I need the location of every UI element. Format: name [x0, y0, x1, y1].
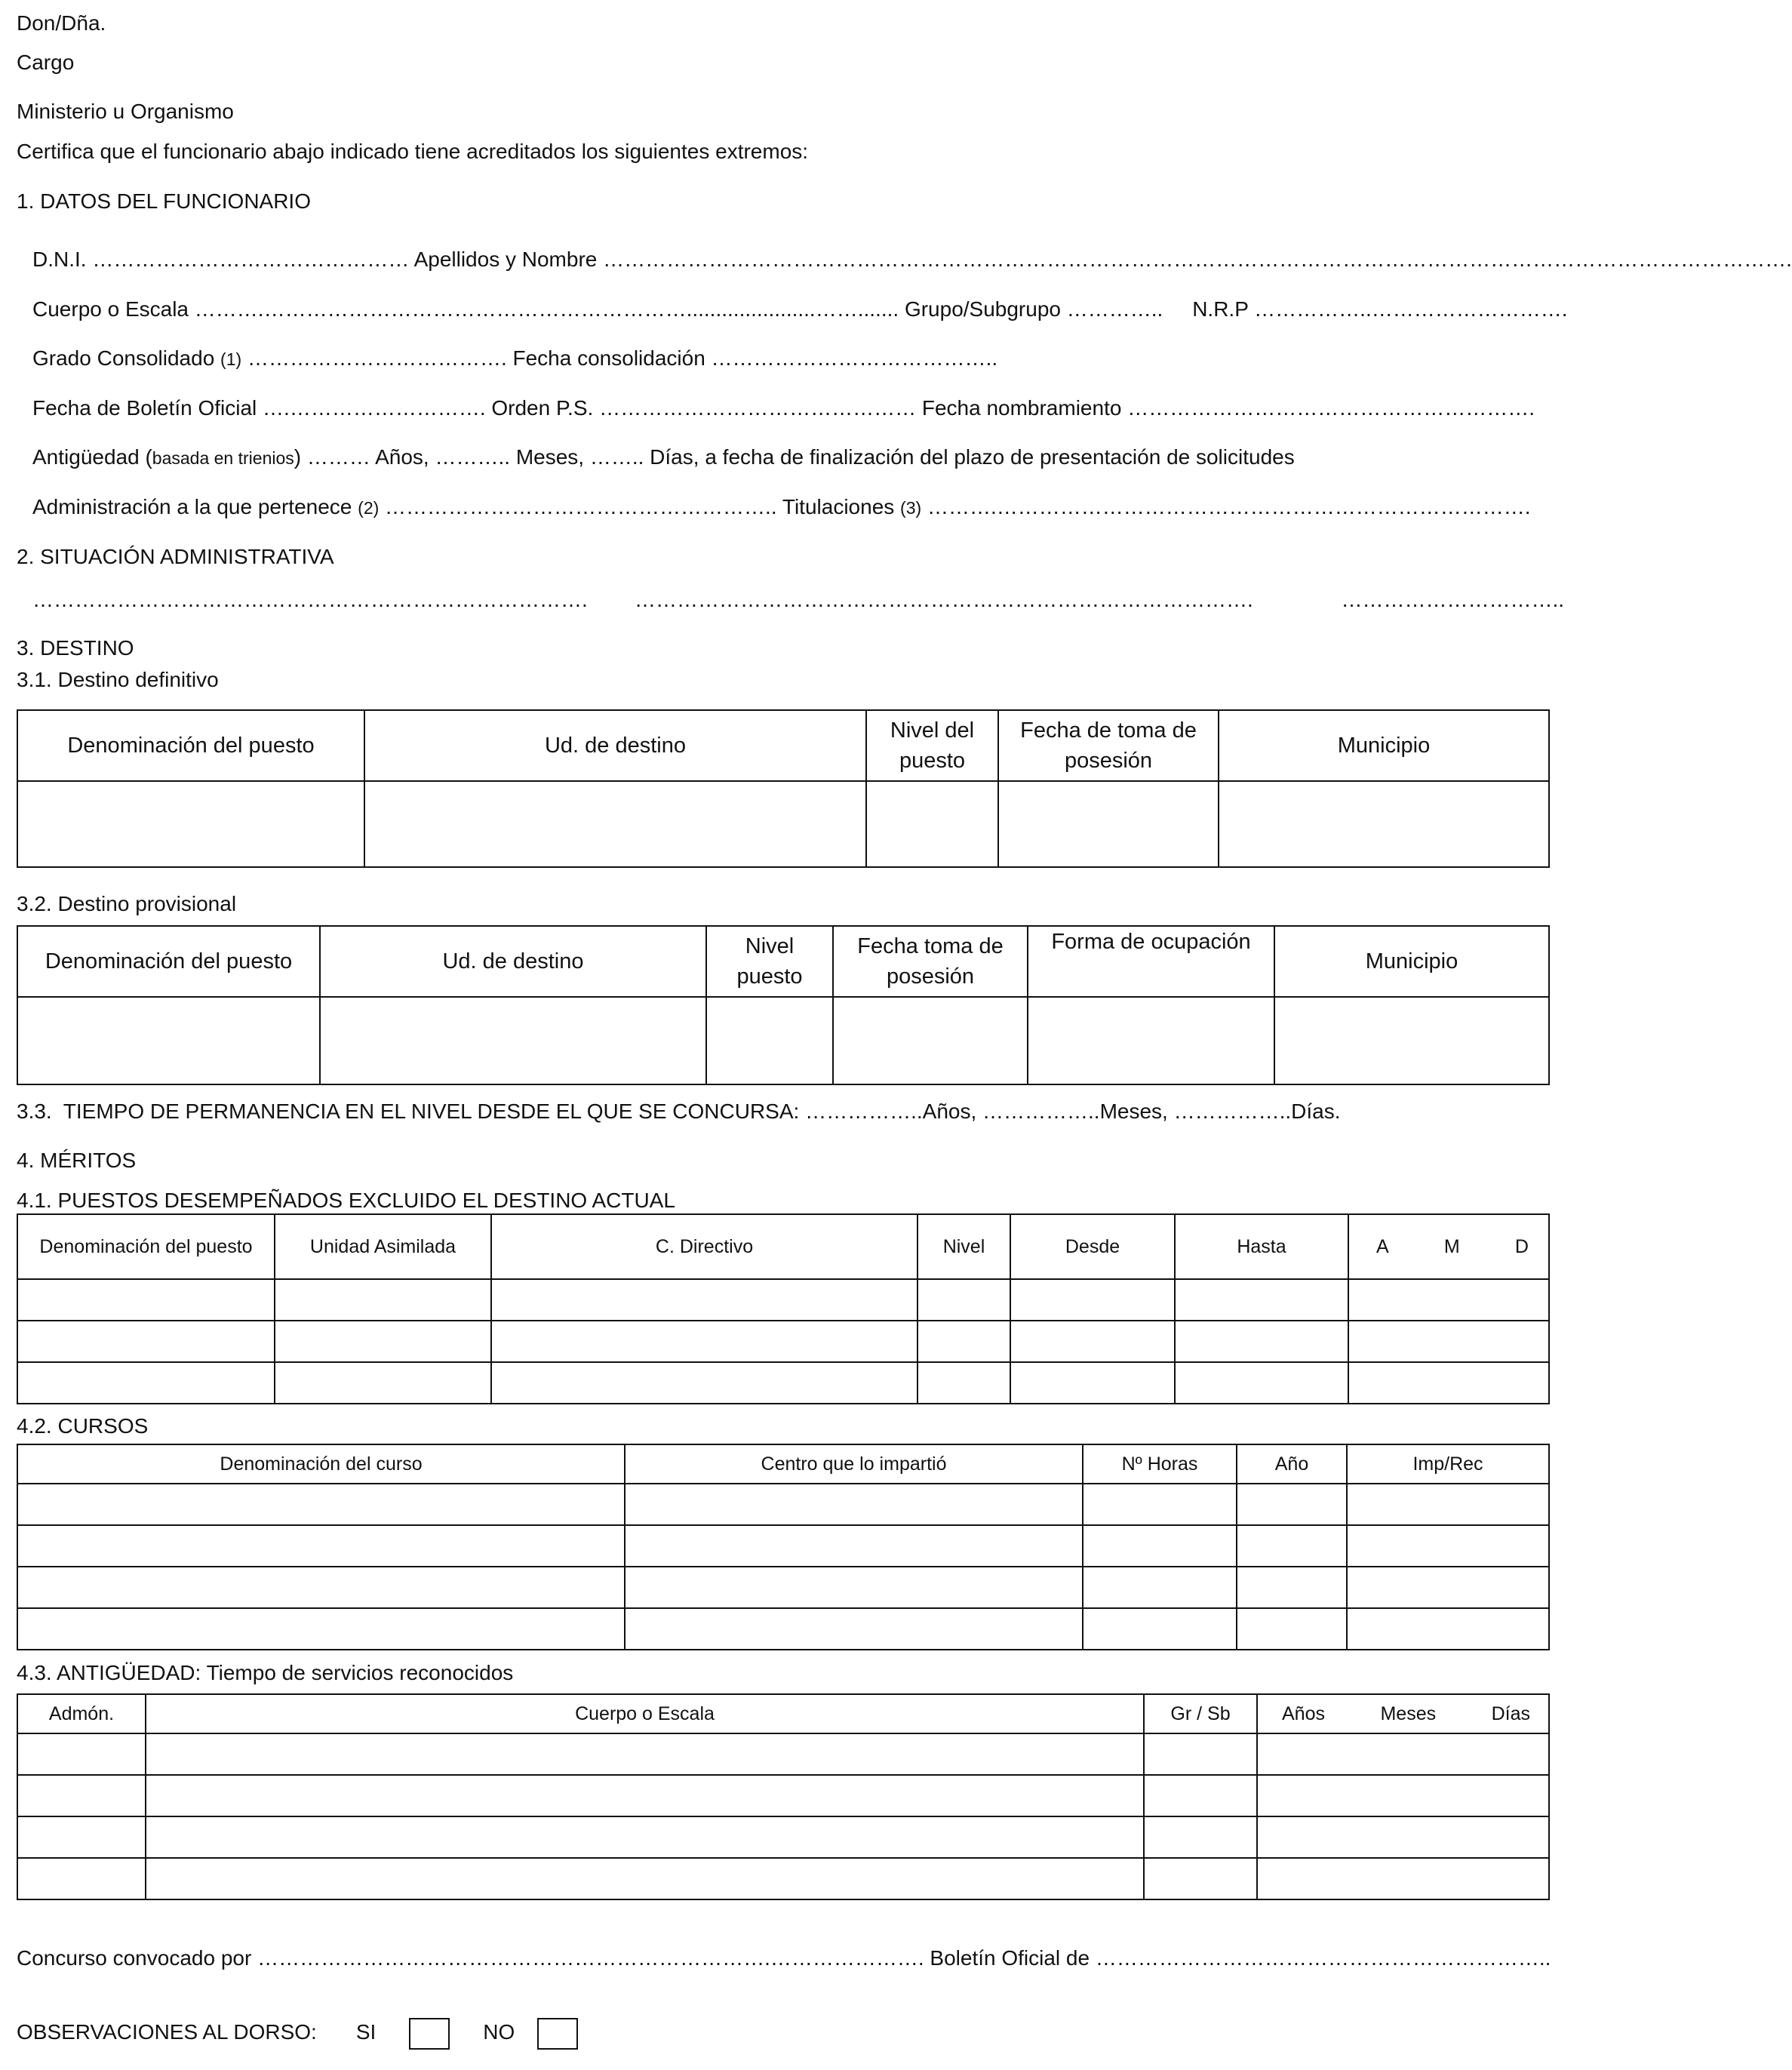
situacion-dots[interactable]: ……………………………………………………………………. ……………………………………………………………………………. ………………………….. — [32, 588, 1565, 611]
table-row — [17, 1775, 1549, 1816]
table-cell[interactable] — [1144, 1775, 1257, 1816]
table-header: C. Directivo — [491, 1214, 918, 1279]
table-cell[interactable] — [275, 1279, 491, 1321]
cursos-table — [17, 1444, 1550, 1650]
table-cell[interactable] — [146, 1775, 1144, 1816]
table-cell[interactable] — [625, 1484, 1083, 1525]
table-cell[interactable] — [1083, 1484, 1237, 1525]
table-cell[interactable] — [275, 1362, 491, 1404]
table-cell[interactable] — [1010, 1321, 1175, 1362]
table-cell[interactable] — [17, 997, 320, 1084]
table-header: Hasta — [1175, 1214, 1348, 1279]
no-checkbox[interactable] — [537, 2018, 578, 2050]
table-header: Nº Horas — [1083, 1444, 1237, 1484]
table-cell[interactable] — [1083, 1525, 1237, 1567]
table-row — [17, 1362, 1549, 1404]
observaciones-line — [17, 2016, 611, 2050]
destino-provisional-title: 3.2. Destino provisional — [17, 892, 237, 915]
table-row — [17, 997, 1549, 1084]
table-cell[interactable] — [1144, 1858, 1257, 1899]
table-header: M — [1443, 1236, 1460, 1257]
table-header: Meses — [1380, 1703, 1437, 1724]
table-header: Municipio — [1274, 926, 1549, 997]
table-cell[interactable] — [1010, 1279, 1175, 1321]
table-header: Imp/Rec — [1347, 1444, 1549, 1484]
table-cell[interactable] — [1175, 1279, 1348, 1321]
table-cell[interactable] — [364, 781, 866, 867]
table-cell[interactable] — [1028, 997, 1274, 1084]
table-header: Gr / Sb — [1144, 1694, 1257, 1733]
table-cell[interactable] — [1257, 1775, 1549, 1816]
table-cell[interactable] — [17, 1279, 275, 1321]
table-cell[interactable] — [1144, 1816, 1257, 1858]
table-header: Nivel — [918, 1214, 1010, 1279]
certifica-line: Certifica que el funcionario abajo indicado tiene acreditados los siguientes extremos: — [17, 140, 809, 163]
table-header: Días — [1491, 1703, 1530, 1724]
table-cell[interactable] — [17, 1858, 146, 1899]
table-cell[interactable] — [1237, 1525, 1347, 1567]
table-header: Forma de ocupación — [1028, 926, 1274, 997]
cargo-line: Cargo — [17, 51, 75, 74]
table-cell[interactable] — [17, 1362, 275, 1404]
table-cell[interactable] — [625, 1525, 1083, 1567]
note-ref-3: (3) — [900, 498, 922, 518]
table-cell[interactable] — [1144, 1733, 1257, 1775]
table-header: Años — [1282, 1703, 1325, 1724]
table-header: Año — [1237, 1444, 1347, 1484]
table-header: Centro que lo impartió — [625, 1444, 1083, 1484]
si-label: SI — [355, 2020, 377, 2044]
table-header: Admón. — [17, 1694, 146, 1733]
antiguedad-line[interactable] — [32, 444, 1295, 471]
table-cell[interactable] — [17, 1567, 625, 1608]
table-cell[interactable] — [1257, 1816, 1549, 1858]
table-cell[interactable] — [17, 1484, 625, 1525]
antiguedad-title: 4.3. ANTIGÜEDAD: Tiempo de servicios reconocidos — [17, 1661, 514, 1684]
puestos-title: 4.1. PUESTOS DESEMPEÑADOS EXCLUIDO EL DESTINO ACTUAL — [17, 1189, 675, 1212]
table-header: Ud. de destino — [364, 710, 866, 781]
table-cell[interactable] — [146, 1816, 1144, 1858]
antiguedad-label: Antigüedad ( — [32, 445, 152, 469]
table-cell[interactable] — [918, 1279, 1010, 1321]
table-cell[interactable] — [1347, 1567, 1549, 1608]
table-header: Desde — [1010, 1214, 1175, 1279]
table-cell[interactable] — [17, 1525, 625, 1567]
table-cell[interactable] — [17, 1608, 625, 1650]
table-cell[interactable] — [1257, 1858, 1549, 1899]
table-cell[interactable] — [1274, 997, 1549, 1084]
ministerio-line: Ministerio u Organismo — [17, 100, 234, 123]
table-header: D — [1514, 1236, 1529, 1257]
table-cell[interactable] — [1257, 1733, 1549, 1775]
antiguedad-table — [17, 1693, 1550, 1900]
note-ref-2: (2) — [358, 498, 380, 518]
table-cell[interactable] — [1010, 1362, 1175, 1404]
table-row — [17, 1816, 1549, 1858]
destino-definitivo-title: 3.1. Destino definitivo — [17, 668, 219, 691]
cursos-title: 4.2. CURSOS — [17, 1414, 149, 1438]
table-row — [17, 1525, 1549, 1567]
titulaciones-rest: ……….…………………………………………………………………. — [921, 495, 1531, 518]
table-cell[interactable] — [1347, 1484, 1549, 1525]
titulaciones-label: ……………………………………………….. Titulaciones — [379, 495, 901, 518]
table-cell[interactable] — [275, 1321, 491, 1362]
table-cell[interactable] — [491, 1362, 918, 1404]
table-header: Municipio — [1219, 710, 1549, 781]
table-cell[interactable] — [706, 997, 833, 1084]
table-header: Nivel puesto — [706, 926, 833, 997]
grado-line[interactable] — [32, 346, 997, 372]
table-row — [17, 781, 1549, 867]
table-cell[interactable] — [320, 997, 706, 1084]
grado-label: Grado Consolidado — [32, 346, 221, 370]
table-cell[interactable] — [833, 997, 1028, 1084]
table-cell[interactable] — [1175, 1362, 1348, 1404]
table-header: Denominación del puesto — [17, 1214, 275, 1279]
table-cell[interactable] — [866, 781, 998, 867]
table-header: Denominación del curso — [17, 1444, 625, 1484]
table-row — [17, 1858, 1549, 1899]
table-cell[interactable] — [1237, 1608, 1347, 1650]
table-cell[interactable] — [17, 1816, 146, 1858]
table-row — [17, 1733, 1549, 1775]
table-cell[interactable] — [17, 1321, 275, 1362]
table-header: Fecha de toma de posesión — [998, 710, 1219, 781]
puestos-table — [17, 1213, 1550, 1404]
table-header: Cuerpo o Escala — [146, 1694, 1144, 1733]
table-cell[interactable] — [1348, 1321, 1549, 1362]
table-row — [17, 1321, 1549, 1362]
table-cell[interactable] — [17, 1733, 146, 1775]
don-line: Don/Dña. — [17, 11, 106, 35]
table-cell[interactable] — [918, 1362, 1010, 1404]
table-cell[interactable] — [146, 1733, 1144, 1775]
table-header: Ud. de destino — [320, 926, 706, 997]
table-row — [17, 1279, 1549, 1321]
section-4-title: 4. MÉRITOS — [17, 1149, 137, 1172]
table-cell[interactable] — [1219, 781, 1549, 867]
table-cell[interactable] — [1237, 1484, 1347, 1525]
table-row — [17, 1608, 1549, 1650]
note-ref-1: (1) — [220, 349, 242, 369]
trienios-note: basada en trienios — [152, 448, 294, 468]
table-header: Denominación del puesto — [17, 926, 320, 997]
table-cell[interactable] — [1347, 1608, 1549, 1650]
table-header: A — [1376, 1236, 1389, 1257]
amd-header — [1257, 1694, 1549, 1733]
si-checkbox[interactable] — [409, 2018, 450, 2050]
permanencia-line[interactable]: 3.3. TIEMPO DE PERMANENCIA EN EL NIVEL DESDE EL QUE SE CONCURSA: ……………..Años, ……………..Meses, ……………..Días. — [17, 1100, 1341, 1123]
destino-provisional-table — [17, 925, 1550, 1085]
observaciones-label: OBSERVACIONES AL DORSO: — [17, 2020, 317, 2044]
table-cell[interactable] — [918, 1321, 1010, 1362]
table-cell[interactable] — [17, 781, 364, 867]
boletin-line[interactable]: Fecha de Boletín Oficial ….………………………. Orden P.S. ……………………………………… Fecha nombramiento …………………………………………………. — [32, 396, 1535, 420]
section-1-title: 1. DATOS DEL FUNCIONARIO — [17, 189, 311, 213]
table-header: Nivel del puesto — [866, 710, 998, 781]
concurso-line[interactable]: Concurso convocado por ……………………………………………………………….…………………. Boletín Oficial de ……………………………………………………….. — [17, 1946, 1551, 1970]
table-header: Unidad Asimilada — [275, 1214, 491, 1279]
table-cell[interactable] — [146, 1858, 1144, 1899]
table-cell[interactable] — [1348, 1279, 1549, 1321]
dni-line[interactable]: D.N.I. ……………………………………… Apellidos y Nombre ……………………………………………………………………………………………………………………………………………………. — [32, 248, 1792, 271]
table-cell[interactable] — [1348, 1362, 1549, 1404]
no-label: NO — [483, 2020, 515, 2044]
table-cell[interactable] — [1083, 1608, 1237, 1650]
table-cell[interactable] — [625, 1608, 1083, 1650]
table-cell[interactable] — [491, 1279, 918, 1321]
table-row — [17, 1567, 1549, 1608]
table-header: Denominación del puesto — [17, 710, 364, 781]
table-row — [17, 1484, 1549, 1525]
table-cell[interactable] — [625, 1567, 1083, 1608]
grado-rest: ………………………………. Fecha consolidación ………………………………….. — [241, 346, 998, 370]
table-cell[interactable] — [1347, 1525, 1549, 1567]
table-cell[interactable] — [1237, 1567, 1347, 1608]
table-cell[interactable] — [1175, 1321, 1348, 1362]
destino-definitivo-table — [17, 709, 1550, 868]
table-cell[interactable] — [1083, 1567, 1237, 1608]
amd-header — [1348, 1214, 1549, 1279]
section-3-title: 3. DESTINO — [17, 636, 134, 660]
table-cell[interactable] — [17, 1775, 146, 1816]
table-header: Fecha toma de posesión — [833, 926, 1028, 997]
table-cell[interactable] — [998, 781, 1219, 867]
administracion-line[interactable] — [32, 494, 1531, 521]
cuerpo-line[interactable]: Cuerpo o Escala ……….……………………………………………………......................……....... Grupo/Subgrupo ………….. N.R.P ……………..………………………. — [32, 297, 1568, 321]
antiguedad-rest: ) ……… Años, ……….. Meses, …….. Días, a fecha de finalización del plazo de presentación de solicitudes — [294, 445, 1295, 469]
administracion-label: Administración a la que pertenece — [32, 495, 358, 518]
section-2-title: 2. SITUACIÓN ADMINISTRATIVA — [17, 545, 334, 568]
table-cell[interactable] — [491, 1321, 918, 1362]
